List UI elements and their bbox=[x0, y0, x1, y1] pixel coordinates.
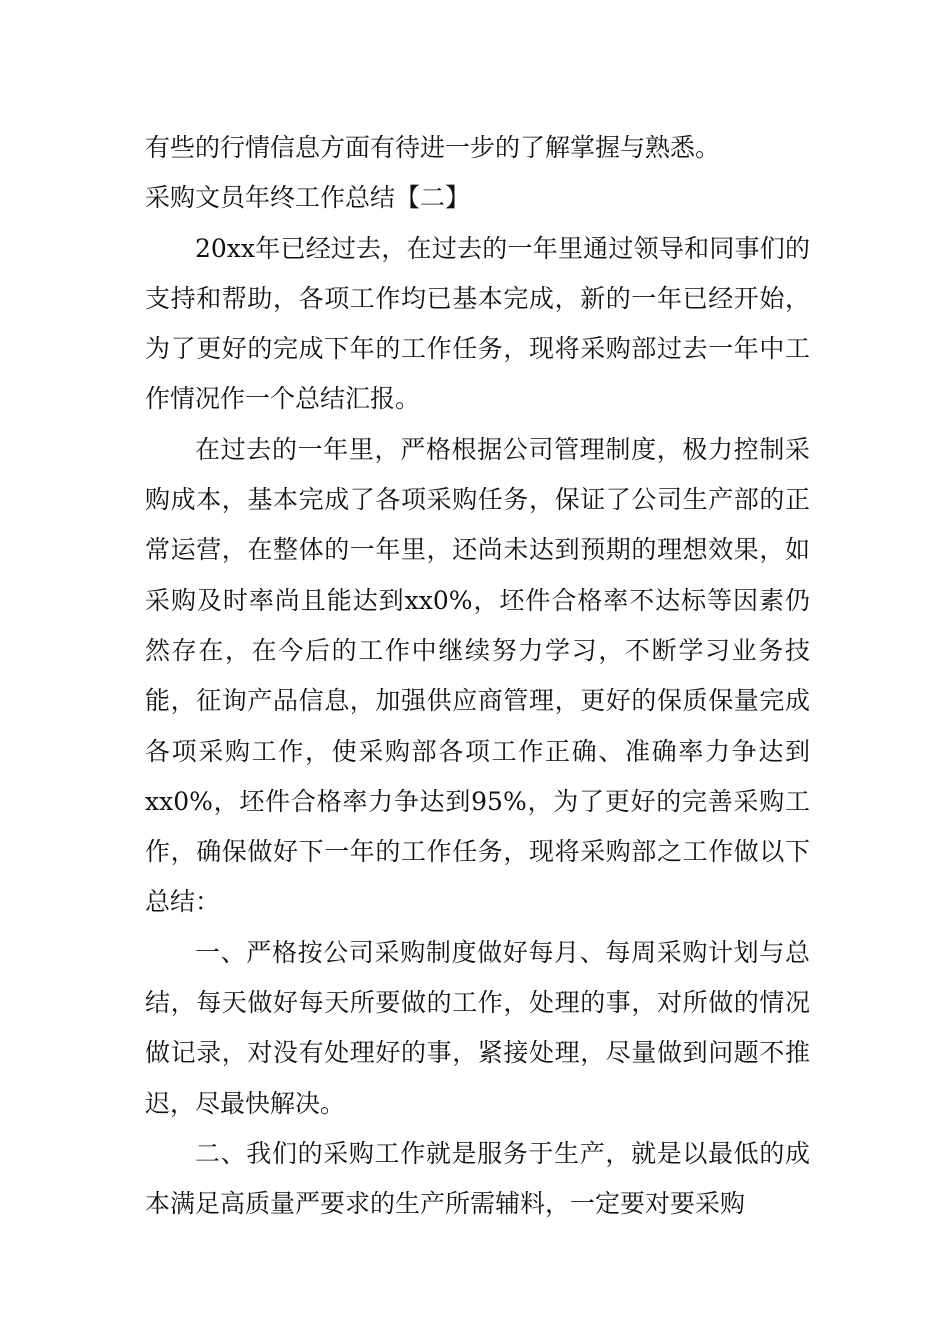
document-body bbox=[145, 123, 810, 1230]
paragraph-intro: 20xx年已经过去，在过去的一年里通过领导和同事们的支持和帮助，各项工作均已基本完成，新的一年已经开始，为了更好的完成下年的工作任务，现将采购部过去一年中工作情况作一个总结汇报。 bbox=[145, 233, 810, 414]
paragraph-continuation: 有些的行情信息方面有待进一步的了解掌握与熟悉。 bbox=[145, 133, 721, 162]
paragraph-point-one: 一、严格按公司采购制度做好每月、每周采购计划与总结，每天做好每天所要做的工作，处理的事，对所做的情况做记录，对没有处理好的事，紧接处理，尽量做到问题不推迟，尽最快解决。 bbox=[145, 937, 810, 1118]
section-heading: 采购文员年终工作总结【二】 bbox=[145, 183, 471, 213]
paragraph-review: 在过去的一年里，严格根据公司管理制度，极力控制采购成本，基本完成了各项采购任务，保证了公司生产部的正常运营，在整体的一年里，还尚未达到预期的理想效果，如采购及时率尚且能达到xx0%，坯件合格率不达标等因素仍然存在，在今后的工作中继续努力学习，不断学习业务技能，征询产品信息，加强供应商管理，更好的保质保量完成各项采购工作，使采购部各项工作正确、准确率力争达到xx0%，坯件合格率力争达到95%，为了更好的完善采购工作，确保做好下一年的工作任务，现将采购部之工作做以下总结： bbox=[145, 434, 810, 917]
paragraph-point-two: 二、我们的采购工作就是服务于生产，就是以最低的成本满足高质量严要求的生产所需辅料，一定要对要采购 bbox=[145, 1138, 810, 1219]
